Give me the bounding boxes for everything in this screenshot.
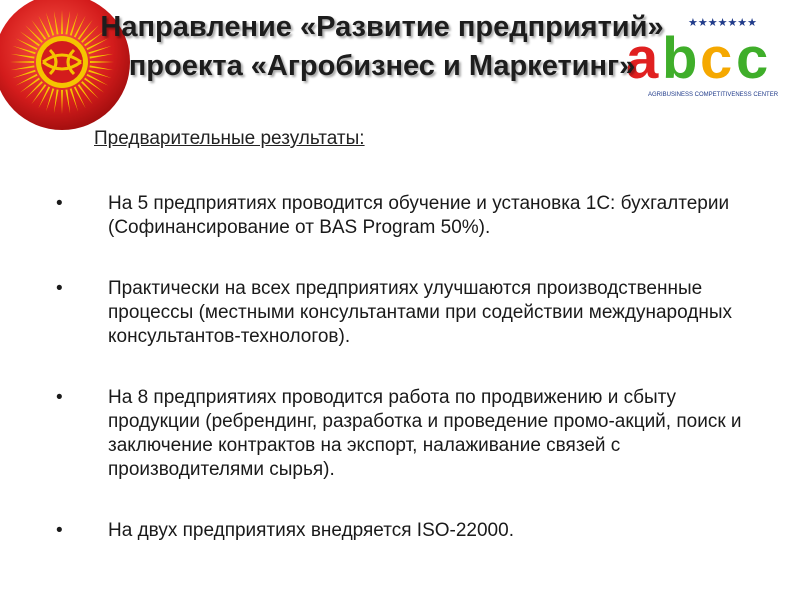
bullet-icon: •	[56, 387, 63, 408]
logo-subtext: AGRIBUSINESS COMPETITIVENESS CENTER	[648, 92, 779, 98]
bullet-icon: •	[56, 193, 63, 214]
list-item	[52, 519, 752, 543]
bullet-icon: •	[56, 278, 63, 299]
bullet-text: На 5 предприятиях проводится обучение и установка 1С: бухгалтерии (Софинансирование от BAS Program 50%).	[108, 193, 730, 238]
list-item	[52, 386, 752, 482]
page-title	[62, 8, 702, 86]
bullet-icon: •	[56, 520, 63, 541]
subheading: Предварительные результаты:	[94, 128, 365, 149]
list-item	[52, 277, 752, 349]
svg-text:a: a	[626, 26, 659, 91]
title-line-1: Направление «Развитие предприятий»	[100, 11, 664, 43]
title-line-2: проекта «Агробизнес и Маркетинг»	[128, 50, 636, 82]
bullet-list	[52, 192, 752, 543]
bullet-text: На двух предприятиях внедряется ISO-22000.	[108, 520, 514, 541]
svg-text:c: c	[736, 26, 769, 91]
svg-text:★★★★★★★: ★★★★★★★	[688, 16, 758, 29]
bullet-text: На 8 предприятиях проводится работа по продвижению и сбыту продукции (ребрендинг, разработка и проведение промо-акций, поиск и заключение контрактов на экспорт, налаживание связей с производителями сырья).	[108, 387, 742, 480]
svg-text:c: c	[700, 26, 733, 91]
svg-text:b: b	[662, 26, 698, 91]
bullet-text: Практически на всех предприятиях улучшаются производственные процессы (местными консультантами при содействии международных консультантов-технологов).	[108, 278, 732, 347]
list-item	[52, 192, 752, 240]
